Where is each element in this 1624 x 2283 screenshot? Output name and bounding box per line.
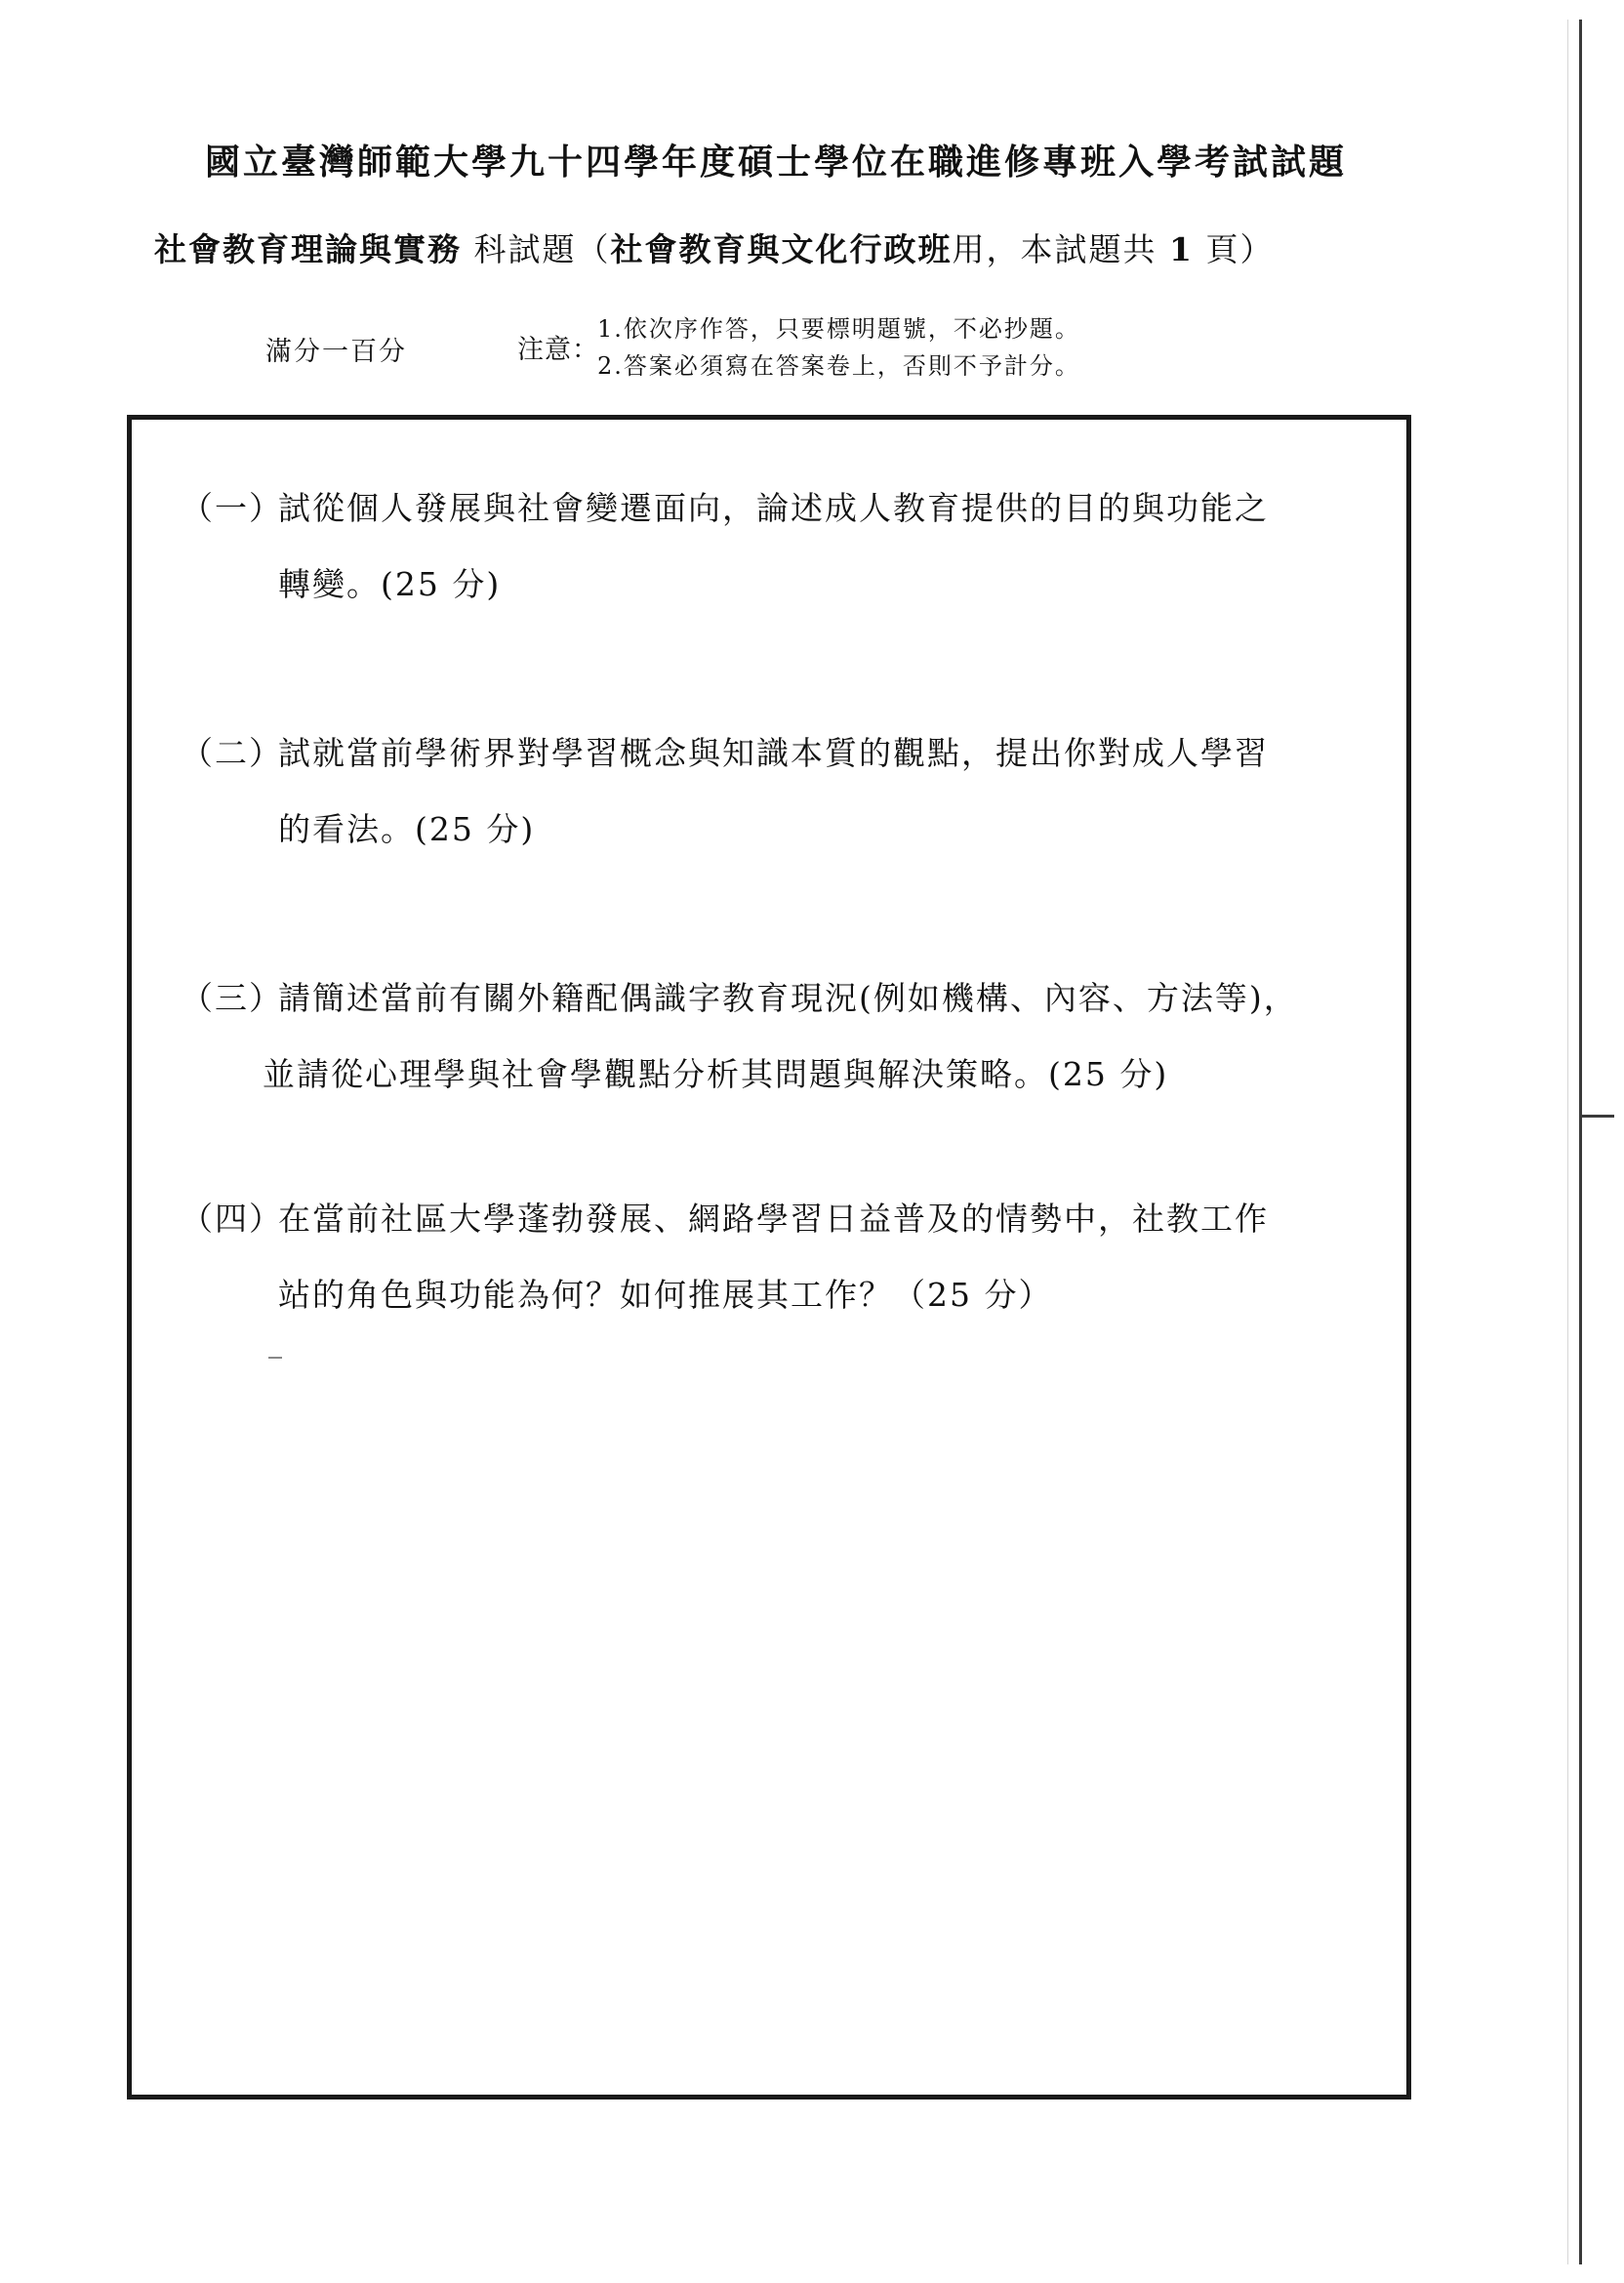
question-1 bbox=[181, 470, 1410, 623]
scan-edge-line bbox=[1579, 20, 1582, 2264]
scan-edge-tick bbox=[1579, 1115, 1614, 1118]
question-line bbox=[181, 470, 1410, 547]
question-text: 試就當前學術界對學習概念與知識本質的觀點，提出你對成人學習 bbox=[278, 734, 1269, 772]
notice-item: 1.依次序作答，只要標明題號，不必抄題。 bbox=[597, 315, 1080, 343]
page-count: 1 bbox=[1169, 230, 1194, 268]
question-text: 站的角色與功能為何？如何推展其工作？（25 分） bbox=[278, 1276, 1053, 1314]
subject-suffix: 科試題（ bbox=[462, 230, 611, 268]
question-line bbox=[181, 715, 1410, 792]
exam-subtitle bbox=[154, 224, 1423, 270]
question-text: 請簡述當前有關外籍配偶識字教育現況(例如機構、內容、方法等)， bbox=[278, 979, 1298, 1017]
scan-edge-faint-line bbox=[1567, 20, 1568, 2264]
notice-list bbox=[597, 310, 1080, 385]
question-text: 轉變。(25 分) bbox=[278, 565, 502, 603]
page-suffix: 頁） bbox=[1205, 230, 1275, 268]
question-text: 的看法。(25 分) bbox=[278, 810, 536, 848]
notice-label: 注意： bbox=[517, 335, 599, 365]
question-line bbox=[181, 960, 1410, 1037]
full-score: 滿分一百分 bbox=[265, 337, 407, 367]
question-text: 並請從心理學與社會學觀點分析其問題與解決策略。(25 分) bbox=[263, 1055, 1169, 1093]
question-text: 在當前社區大學蓬勃發展、網路學習日益普及的情勢中，社教工作 bbox=[278, 1200, 1269, 1238]
subject-name: 社會教育理論與實務 bbox=[154, 230, 462, 268]
question-4 bbox=[181, 1181, 1410, 1333]
exam-title: 國立臺灣師範大學九十四學年度碩士學位在職進修專班入學考試試題 bbox=[204, 142, 1347, 183]
question-2 bbox=[181, 715, 1410, 868]
notice-item: 2.答案必須寫在答案卷上，否則不予計分。 bbox=[597, 352, 1080, 380]
class-suffix: 用，本試題共 bbox=[952, 230, 1157, 268]
question-line bbox=[181, 1037, 1410, 1113]
question-number: （三） bbox=[181, 979, 283, 1017]
question-3 bbox=[181, 960, 1410, 1113]
question-box bbox=[127, 415, 1411, 2100]
question-number: （四） bbox=[181, 1200, 283, 1238]
question-text: 試從個人發展與社會變遷面向，論述成人教育提供的目的與功能之 bbox=[278, 489, 1269, 527]
exam-meta bbox=[0, 310, 1366, 388]
class-name: 社會教育與文化行政班 bbox=[610, 230, 953, 268]
question-line bbox=[181, 1257, 1410, 1333]
question-line bbox=[181, 1181, 1410, 1257]
question-number: （二） bbox=[181, 734, 283, 772]
question-line bbox=[181, 547, 1410, 623]
question-number: （一） bbox=[181, 489, 283, 527]
scan-speck bbox=[268, 1357, 282, 1359]
question-line bbox=[181, 792, 1410, 868]
